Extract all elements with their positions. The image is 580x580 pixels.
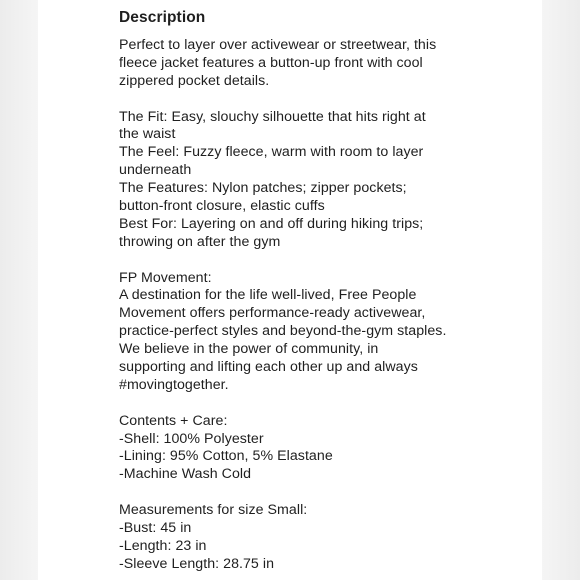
care-line: -Machine Wash Cold xyxy=(119,466,252,483)
paragraph-gap xyxy=(119,395,549,413)
brand-line: #movingtogether. xyxy=(119,376,229,393)
details-line: Best For: Layering on and off during hiking trips; xyxy=(119,215,424,232)
left-margin xyxy=(0,0,38,580)
paragraph-gap xyxy=(119,252,549,270)
paragraph-gap xyxy=(119,91,549,109)
brand-line: FP Movement: xyxy=(119,269,212,286)
paragraph-gap xyxy=(119,484,549,502)
care-line: -Shell: 100% Polyester xyxy=(119,430,264,447)
care-line: Contents + Care: xyxy=(119,412,228,429)
brand-line: We believe in the power of community, in xyxy=(119,341,379,358)
details-line: button-front closure, elastic cuffs xyxy=(119,198,325,215)
care-line: -Lining: 95% Cotton, 5% Elastane xyxy=(119,448,333,465)
measurement-line: -Bust: 45 in xyxy=(119,520,192,537)
details-line: throwing on after the gym xyxy=(119,233,281,250)
details-line: the waist xyxy=(119,126,176,143)
measurement-line: -Length: 23 in xyxy=(119,537,207,554)
intro-line: zippered pocket details. xyxy=(119,72,270,89)
details-line: The Feel: Fuzzy fleece, warm with room to layer xyxy=(119,144,424,161)
brand-line: supporting and lifting each other up and always xyxy=(119,359,418,376)
description-heading: Description xyxy=(119,9,206,26)
measurement-line: Measurements for size Small: xyxy=(119,502,308,519)
details-line: underneath xyxy=(119,162,192,179)
details-line: The Fit: Easy, slouchy silhouette that hits right at xyxy=(119,108,426,125)
brand-line: practice-perfect styles and beyond-the-gym staples. xyxy=(119,323,447,340)
brand-line: Movement offers performance-ready activewear, xyxy=(119,305,426,322)
intro-line: Perfect to layer over activewear or streetwear, this xyxy=(119,37,437,53)
brand-line: A destination for the life well-lived, Free People xyxy=(119,287,417,304)
details-line: The Features: Nylon patches; zipper pockets; xyxy=(119,180,407,197)
measurement-line: -Sleeve Length: 28.75 in xyxy=(119,555,275,572)
description-body xyxy=(119,37,549,574)
intro-line: fleece jacket features a button-up front with cool xyxy=(119,54,423,71)
